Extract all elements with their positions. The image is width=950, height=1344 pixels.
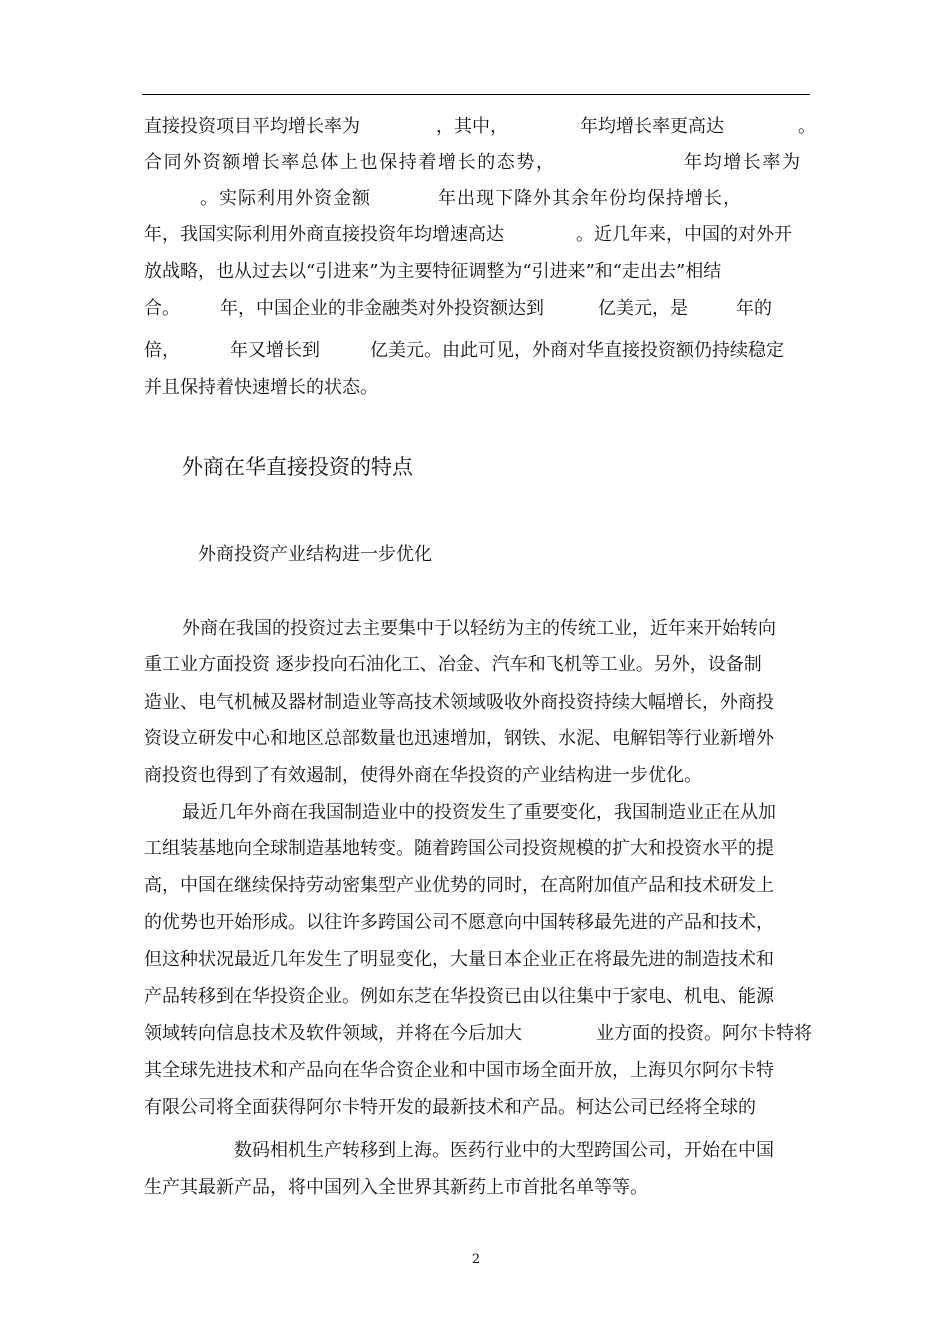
paragraph-1-line-6: 合。 年，中国企业的非金融类对外投资额达到 亿美元，是 年的	[144, 298, 772, 319]
section-heading: 外商在华直接投资的特点	[182, 455, 413, 479]
paragraph-2-line-1: 外商在我国的投资过去主要集中于以轻纺为主的传统工业，近年来开始转向	[182, 618, 776, 639]
paragraph-1-line-8: 并且保持着快速增长的状态。	[144, 377, 378, 398]
paragraph-3-line-10: 数码相机生产转移到上海。医药行业中的大型跨国公司，开始在中国	[234, 1140, 774, 1161]
paragraph-3-line-5: 但这种状况最近几年发生了明显变化，大量日本企业正在将最先进的制造技术和	[144, 949, 774, 970]
paragraph-3-line-9: 有限公司将全面获得阿尔卡特开发的最新技术和产品。柯达公司已经将全球的	[144, 1097, 756, 1118]
paragraph-1-line-4: 年，我国实际利用外商直接投资年均增速高达 。近几年来，中国的对外开	[144, 224, 792, 245]
paragraph-1-line-5: 放战略，也从过去以“引进来”为主要特征调整为“引进来”和“走出去”相结	[144, 261, 722, 282]
paragraph-1-line-7: 倍， 年又增长到 亿美元。由此可见，外商对华直接投资额仍持续稳定	[144, 340, 784, 361]
header-rule	[142, 94, 810, 95]
paragraph-2-line-3: 造业、电气机械及器材制造业等高技术领域吸收外商投资持续大幅增长，外商投	[144, 692, 774, 713]
paragraph-1-line-2: 合同外资额增长率总体上也保持着增长的态势， 年均增长率为	[144, 152, 802, 173]
paragraph-3-line-2: 工组装基地向全球制造基地转变。随着跨国公司投资规模的扩大和投资水平的提	[144, 838, 774, 859]
paragraph-3-line-8: 其全球先进技术和产品向在华合资企业和中国市场全面开放，上海贝尔阿尔卡特	[144, 1060, 774, 1081]
paragraph-3-line-6: 产品转移到在华投资企业。例如东芝在华投资已由以往集中于家电、机电、能源	[144, 986, 774, 1007]
page-number: 2	[471, 1252, 481, 1267]
paragraph-3-line-1: 最近几年外商在我国制造业中的投资发生了重要变化，我国制造业正在从加	[182, 802, 776, 823]
paragraph-3-line-11: 生产其最新产品，将中国列入全世界其新药上市首批名单等等。	[144, 1177, 648, 1198]
paragraph-2-line-2: 重工业方面投资 逐步投向石油化工、冶金、汽车和飞机等工业。另外，设备制	[144, 654, 762, 675]
paragraph-1-line-1: 直接投资项目平均增长率为 ，其中， 年均增长率更高达 。	[144, 116, 816, 137]
paragraph-3-line-7: 领域转向信息技术及软件领域，并将在今后加大 业方面的投资。阿尔卡特将	[144, 1023, 812, 1044]
subsection-heading: 外商投资产业结构进一步优化	[198, 544, 432, 565]
paragraph-2-line-4: 资设立研发中心和地区总部数量也迅速增加，钢铁、水泥、电解铝等行业新增外	[144, 728, 774, 749]
paragraph-3-line-3: 高，中国在继续保持劳动密集型产业优势的同时，在高附加值产品和技术研发上	[144, 875, 774, 896]
paragraph-2-line-5: 商投资也得到了有效遏制，使得外商在华投资的产业结构进一步优化。	[144, 765, 702, 786]
paragraph-1-line-3: 。实际利用外资金额 年出现下降外其余年份均保持增长，	[200, 188, 742, 209]
paragraph-3-line-4: 的优势也开始形成。以往许多跨国公司不愿意向中国转移最先进的产品和技术，	[144, 912, 774, 933]
